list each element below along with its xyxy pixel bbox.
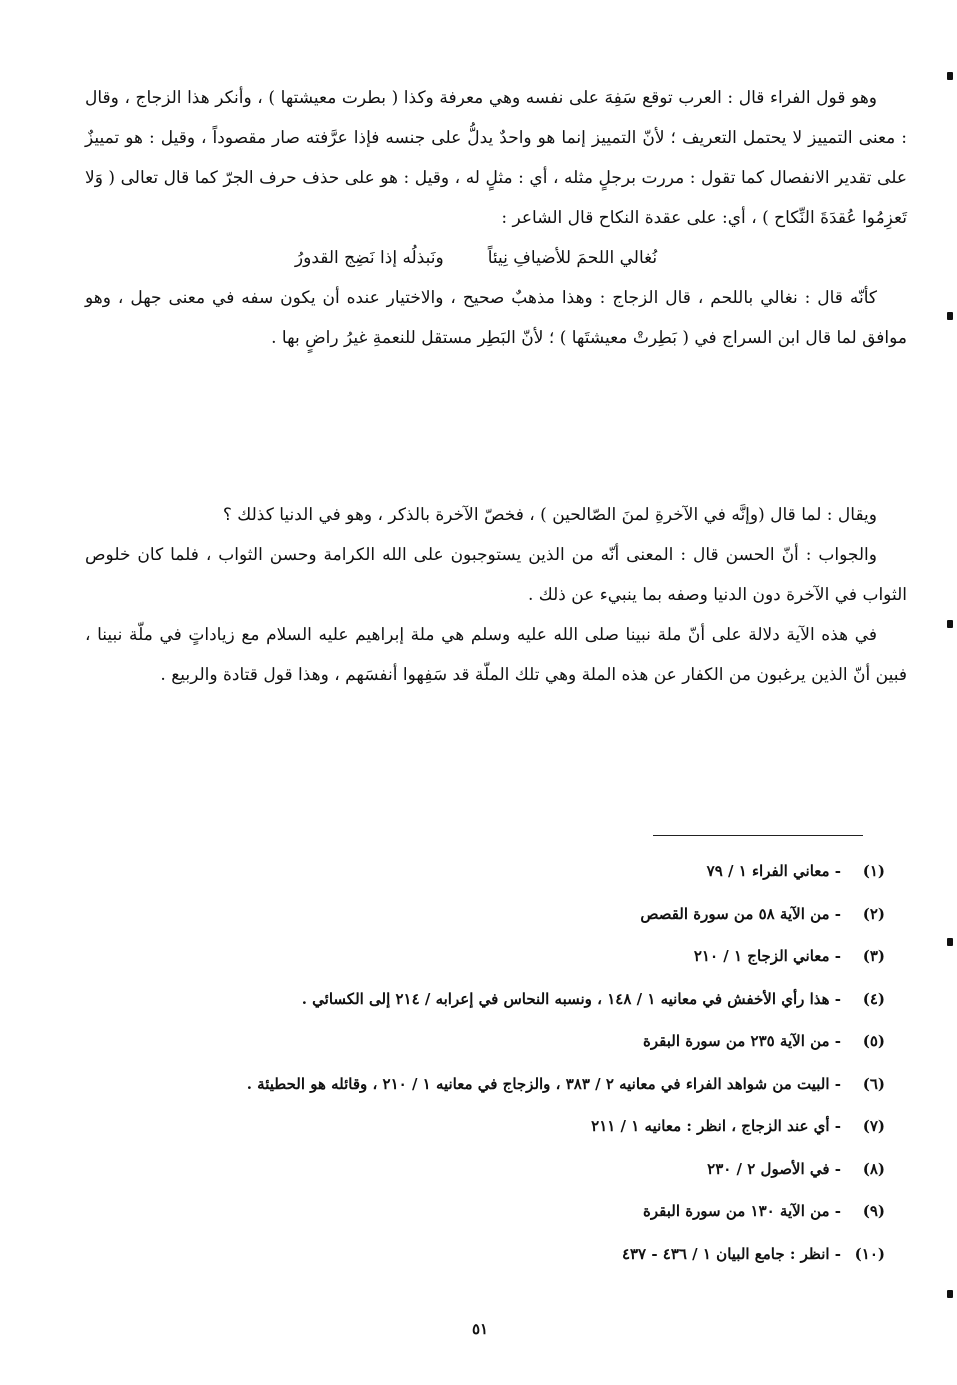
footnote-text: - من الآية ١٣٠ من سورة البقرة: [643, 1202, 841, 1220]
margin-mark: [947, 620, 953, 628]
footnote-text: - البيت من شواهد الفراء في معانيه ٢ / ٣٨٣ ، والزجاج في معانيه ١ / ٢١٠ ، وقائله هو الحطيئة .: [246, 1074, 841, 1093]
footnote-item: [85, 1233, 885, 1276]
footnote-item: [85, 978, 885, 1021]
footnote-number: (٥): [862, 1032, 885, 1050]
footnote-text: - هذا رأي الأخفش في معانيه ١ / ١٤٨ ، ونسبه النحاس في إعرابه / ٢١٤ إلى الكسائي .: [301, 989, 841, 1008]
paragraph-5: في هذه الآية دلالة على أنّ ملة نبينا صلى الله عليه وسلم هي ملة إبراهيم عليه السلام مع زياداتٍ في ملّة نبينا ، فبين أنّ الذين يرغبون من الكفار عن هذه الملة وهي تلك الملّة قد سَفِهوا أنفسَهم ، وهذا قول قتادة والربيع .: [85, 625, 907, 685]
paragraph-4: والجواب : أنّ الحسن قال : المعنى أنّه من الذين يستوجبون على الله الكرامة وحسن الثواب ، فلما كان خلوص الثواب في الآخرة دون الدنيا وصفه بما ينبيء عن ذلك .: [85, 545, 907, 605]
main-text-upper: [85, 78, 907, 358]
footnote-item: [85, 1063, 885, 1106]
footnote-item: [85, 1148, 885, 1191]
footnote-text: - أي عند الزجاج ، انظر : معانيه ١ / ٢١١: [591, 1117, 841, 1135]
footnote-text: - من الآية ٥٨ من سورة القصص: [640, 904, 841, 923]
paragraph-3: ويقال : لما قال (وإنَّه في الآخرةِ لمنَ الصّالحين ) ، فخصّ الآخرة بالذكر ، وهو في الدنيا كذلك ؟: [222, 505, 877, 525]
paragraph-1: وهو قول الفراء قال : العرب توقع سَفِهَ على نفسه وهي معرفة وكذا ( بطرت معيشتها ) ، وأنكر هذا الزجاج ، وقال : معنى التمييز لا يحتمل التعريف ؛ لأنّ التمييز إنما هو واحدٌ يدلُّ على جنسه فإذا عرَّفته صار مقصوداً ، وقيل : هو تمييزٌ على تقدير الانفصال كما تقول : مررت برجلٍ مثله ، أي : مثلٍ له ، وقيل : هو على حذف حرف الجرّ كما قال تعالى ( وَلا تَعزِمُوا عُقدَةَ النِّكاح ) ، أي: على عقدة النكاح قال الشاعر :: [85, 88, 907, 228]
footnote-number: (٦): [862, 1074, 885, 1093]
margin-mark: [947, 938, 953, 946]
verse-first-hemistich: نُغالي اللحمَ للأضيافِ نِيئاً: [487, 248, 658, 268]
footnote-number: (١): [862, 862, 885, 880]
footnote-text: - معاني الزجاج ١ / ٢١٠: [693, 947, 841, 965]
poem-verse: [85, 238, 907, 278]
footnote-number: (٩): [862, 1202, 885, 1220]
margin-mark: [947, 1290, 953, 1298]
footnote-item: [85, 850, 885, 893]
footnote-item: [85, 935, 885, 978]
page-number: ٥١: [471, 1320, 489, 1338]
footnote-item: [85, 1105, 885, 1148]
footnote-number: (٢): [862, 904, 885, 923]
footnote-text: - معاني الفراء ١ / ٧٩: [706, 862, 841, 880]
footnote-number: (٧): [862, 1117, 885, 1135]
footnote-number: (٤): [862, 989, 885, 1008]
footnote-number: (٣): [862, 947, 885, 965]
paragraph-2: كأنّه قال : نغالي باللحم ، قال الزجاج : وهذا مذهبٌ صحيح ، والاختيار عنده أن يكون سفه في معنى جهل ، وهو موافق لما قال ابن السراج في ( بَطِرتْ معيشتَها ) ؛ لأنّ البَطِر مستقل للنعمةِ غيرُ راضٍ بها .: [85, 288, 907, 348]
footnote-number: (١٠): [854, 1244, 885, 1263]
footnote-number: (٨): [862, 1159, 885, 1178]
footnote-separator: [653, 835, 863, 836]
footnote-item: [85, 893, 885, 936]
footnote-text: - انظر : جامع البيان ١ / ٤٣٦ - ٤٣٧: [621, 1244, 841, 1263]
footnote-item: [85, 1190, 885, 1233]
margin-mark: [947, 72, 953, 80]
main-text-lower: [85, 495, 907, 695]
footnote-text: - من الآية ٢٣٥ من سورة البقرة: [643, 1032, 841, 1050]
margin-mark: [947, 312, 953, 320]
footnotes-list: [85, 850, 885, 1275]
verse-second-hemistich: ونَبذلُه إذا نَضِج القدورُ: [294, 248, 444, 268]
footnote-item: [85, 1020, 885, 1063]
footnote-text: - في الأصول ٢ / ٢٣٠: [707, 1159, 841, 1178]
